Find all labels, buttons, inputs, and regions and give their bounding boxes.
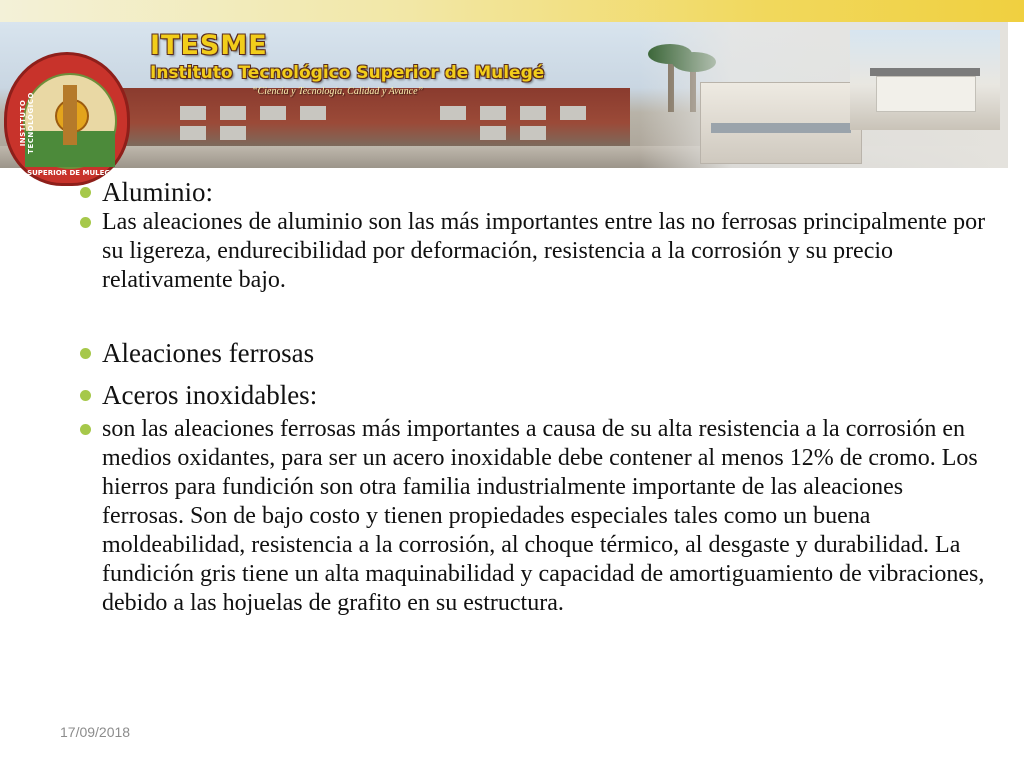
brand-motto: “Ciencia y Tecnología, Calidad y Avance”	[252, 86, 424, 97]
bullet-item	[76, 415, 986, 618]
seal-text-bottom: SUPERIOR DE MULEGÉ	[27, 169, 115, 177]
seal-text-left: INSTITUTO TECNOLÓGICO	[19, 92, 35, 154]
laboratory-photo	[700, 82, 862, 164]
slide-body	[76, 176, 986, 618]
campus-house-photo	[850, 30, 1000, 130]
brand-subtitle: Instituto Tecnológico Superior de Mulegé	[150, 63, 545, 83]
bullet-text: Aceros inoxidables:	[102, 380, 318, 410]
bullet-dot-icon	[80, 217, 91, 228]
bullet-text: Aluminio:	[102, 177, 214, 207]
top-accent-bar	[0, 0, 1024, 22]
institute-seal-logo	[4, 52, 130, 186]
header-banner	[0, 22, 1008, 177]
bullet-dot-icon	[80, 348, 91, 359]
bullet-dot-icon	[80, 390, 91, 401]
bullet-dot-icon	[80, 424, 91, 435]
brand-title: ITESME	[150, 30, 268, 61]
bullet-dot-icon	[80, 187, 91, 198]
bullet-item	[76, 208, 986, 295]
bullet-item	[76, 379, 986, 411]
bullet-text: son las aleaciones ferrosas más importantes a causa de su alta resistencia a la corrosión en medios oxidantes, para ser un acero inoxidable debe contener al menos 12% de cromo. Los hierros para fundición son otra familia industrialmente importante de las aleaciones ferrosas. Son de bajo costo y tienen propiedades especiales tales como un buena moldeabilidad, resistencia a la corrosión, al choque térmico, al desgaste y durabilidad. La fundición gris tiene un alta maquinabilidad y capacidad de amortiguamiento de vibraciones, debido a las hojuelas de grafito en su estructura.	[102, 416, 985, 616]
slide-date: 17/09/2018	[60, 724, 131, 740]
bullet-text: Aleaciones ferrosas	[102, 338, 315, 368]
bullet-text: Las aleaciones de aluminio son las más importantes entre las no ferrosas principalmente por su ligereza, endurecibilidad por deformación, resistencia a la corrosión y su precio relativamente bajo.	[102, 209, 986, 293]
bullet-item	[76, 337, 986, 369]
bullet-item	[76, 176, 986, 208]
